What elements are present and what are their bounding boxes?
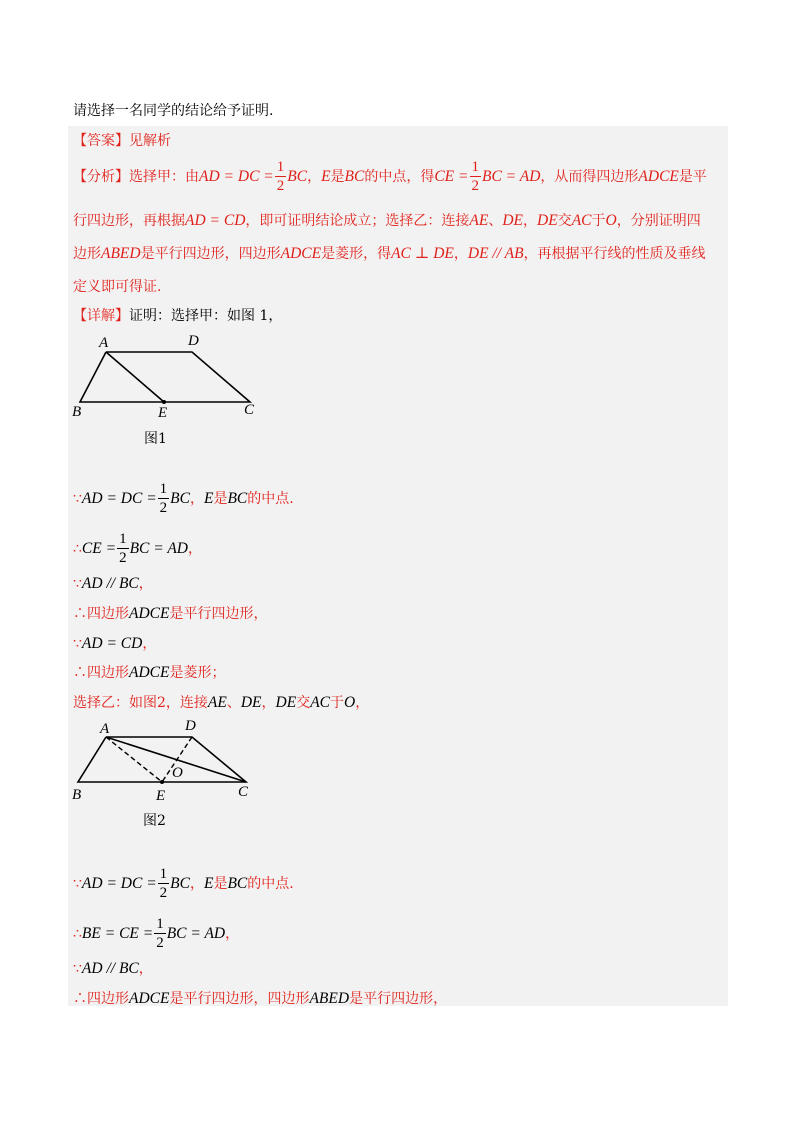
segment-ae bbox=[106, 352, 164, 402]
math-expr: ABED bbox=[101, 245, 141, 262]
math-expr: E bbox=[203, 875, 214, 892]
because-symbol: ∵ bbox=[73, 491, 82, 507]
proof1-line-2 bbox=[73, 532, 202, 566]
fraction bbox=[117, 532, 129, 566]
proof-text: 是菱形； bbox=[169, 665, 226, 681]
analysis-line-2 bbox=[73, 210, 701, 230]
math-expr: AD // BC bbox=[81, 960, 139, 977]
figure-1-caption: 图1 bbox=[144, 431, 167, 447]
proof2-line-1 bbox=[73, 867, 294, 901]
analysis-text: 边形 bbox=[73, 246, 101, 262]
proof1-line-6 bbox=[73, 662, 225, 682]
segment-ae-dashed bbox=[106, 737, 162, 782]
fraction-numerator: 1 bbox=[159, 481, 168, 497]
analysis-line-3 bbox=[73, 243, 706, 263]
proof-text: ∴四边形 bbox=[73, 606, 129, 622]
math-expr: DE // AB bbox=[467, 245, 524, 262]
fraction-denominator: 2 bbox=[471, 178, 479, 194]
math-expr: CE = bbox=[81, 540, 117, 557]
label-e: E bbox=[158, 405, 168, 420]
math-expr: AD = DC = bbox=[199, 168, 274, 185]
math-expr: BC bbox=[170, 875, 190, 892]
math-expr: BC = AD bbox=[129, 540, 188, 557]
parallelogram-abcd bbox=[80, 352, 250, 402]
analysis-text: 是平行四边形，四边形 bbox=[140, 246, 281, 262]
math-expr: ADCE bbox=[129, 664, 170, 681]
math-expr: AD = DC = bbox=[81, 875, 157, 892]
proof-text: 是平行四边形， bbox=[169, 606, 268, 622]
fraction-denominator: 2 bbox=[156, 935, 164, 951]
label-e: E bbox=[156, 788, 166, 804]
proof-text: 是 bbox=[213, 491, 228, 507]
analysis-text: 于 bbox=[591, 213, 606, 229]
detail-line bbox=[73, 305, 282, 325]
proof-text: 交 bbox=[296, 695, 311, 711]
fraction-denominator: 2 bbox=[159, 500, 168, 516]
proof-text: 的中点. bbox=[247, 491, 294, 507]
math-expr: AD = CD bbox=[81, 635, 143, 652]
proof-text: ∴四边形 bbox=[73, 991, 129, 1007]
fraction bbox=[470, 160, 482, 194]
answer-tag: 【答案】 bbox=[73, 133, 129, 149]
label-c: C bbox=[238, 784, 249, 800]
proof1-line-3 bbox=[73, 573, 153, 593]
math-expr: ADCE bbox=[638, 168, 679, 185]
label-d: D bbox=[188, 333, 199, 349]
proof1-line-5 bbox=[73, 633, 156, 653]
label-a: A bbox=[99, 335, 109, 351]
figure-2 bbox=[68, 715, 268, 829]
proof-text: ， bbox=[138, 576, 153, 592]
math-expr: DE bbox=[240, 694, 262, 711]
proof-text: ， bbox=[187, 541, 202, 557]
figure-2-caption: 图2 bbox=[143, 813, 166, 829]
math-expr: CE = bbox=[434, 168, 469, 185]
math-expr: ADCE bbox=[129, 605, 170, 622]
math-expr: BC bbox=[170, 490, 190, 507]
analysis-text: 交 bbox=[557, 213, 572, 229]
proof2-line-2 bbox=[73, 917, 239, 951]
analysis-text: 的中点，得 bbox=[364, 169, 435, 185]
math-expr: ABED bbox=[309, 990, 350, 1007]
analysis-text: ，再根据平行线的性质及垂线 bbox=[523, 246, 706, 262]
fraction bbox=[158, 867, 170, 901]
proof-text: ， bbox=[189, 876, 204, 892]
choice2-line bbox=[73, 692, 369, 712]
analysis-text: 是菱形，得 bbox=[321, 246, 392, 262]
math-expr: AE bbox=[207, 694, 227, 711]
math-expr: O bbox=[605, 212, 617, 229]
fraction bbox=[158, 482, 170, 516]
proof1-line-4 bbox=[73, 603, 267, 623]
fraction bbox=[275, 160, 287, 194]
math-expr: AE bbox=[469, 212, 489, 229]
math-expr: DE bbox=[275, 694, 297, 711]
label-a: A bbox=[100, 721, 110, 737]
proof-text: 的中点. bbox=[247, 876, 294, 892]
point-e bbox=[162, 400, 166, 404]
math-expr: E bbox=[203, 490, 214, 507]
detail-tag: 【详解】 bbox=[73, 308, 129, 324]
math-expr: O bbox=[344, 694, 356, 711]
math-expr: AC ⊥ DE bbox=[391, 245, 454, 262]
proof2-line-3 bbox=[73, 958, 153, 978]
analysis-text: 是平 bbox=[678, 169, 707, 185]
analysis-tag: 【分析】 bbox=[73, 169, 129, 185]
analysis-text: ， bbox=[523, 213, 538, 229]
label-d: D bbox=[185, 718, 196, 734]
analysis-text: 是 bbox=[330, 169, 345, 185]
analysis-text: 定义即可得证. bbox=[73, 279, 162, 295]
proof-text: 是 bbox=[213, 876, 228, 892]
proof-text: 选择乙：如图2，连接 bbox=[73, 695, 208, 711]
point-e bbox=[160, 780, 164, 784]
fraction-numerator: 1 bbox=[471, 159, 479, 175]
because-symbol: ∵ bbox=[73, 576, 82, 592]
answer-text: 见解析 bbox=[129, 133, 171, 149]
math-expr: ADCE bbox=[280, 245, 322, 262]
answer-line bbox=[73, 130, 171, 150]
math-expr: AD = DC = bbox=[81, 490, 157, 507]
math-expr: BC bbox=[287, 168, 308, 185]
math-expr: BC bbox=[227, 490, 248, 507]
math-expr: BC bbox=[344, 168, 365, 185]
analysis-text: ，从而得四边形 bbox=[540, 169, 639, 185]
math-expr: BE = CE = bbox=[81, 925, 154, 942]
analysis-text: 、 bbox=[488, 213, 503, 229]
analysis-text: ， bbox=[307, 169, 322, 185]
fraction-denominator: 2 bbox=[119, 550, 127, 566]
proof-text: 、 bbox=[226, 695, 241, 711]
proof-text: 是平行四边形， bbox=[349, 991, 448, 1007]
figure-2-diagram bbox=[68, 715, 268, 810]
because-symbol: ∵ bbox=[73, 876, 82, 892]
analysis-text: ，分别证明四 bbox=[616, 213, 701, 229]
therefore-symbol: ∴ bbox=[73, 926, 82, 942]
proof-text: ， bbox=[189, 491, 204, 507]
because-symbol: ∵ bbox=[73, 636, 82, 652]
detail-text: 证明：选择甲：如图 1， bbox=[129, 308, 283, 324]
analysis-text: ，即可证明结论成立；选择乙：连接 bbox=[245, 213, 470, 229]
math-expr: E bbox=[321, 168, 331, 185]
question-prompt: 请选择一名同学的结论给予证明. bbox=[73, 103, 274, 119]
math-expr: BC = AD bbox=[166, 925, 226, 942]
fraction-denominator: 2 bbox=[159, 885, 168, 901]
proof-text: 是平行四边形，四边形 bbox=[169, 991, 310, 1007]
proof-text: ， bbox=[142, 636, 157, 652]
proof-text: ， bbox=[261, 695, 276, 711]
proof-text: ∴四边形 bbox=[73, 665, 129, 681]
proof2-line-4 bbox=[73, 988, 447, 1008]
figure-1-diagram bbox=[68, 330, 268, 420]
therefore-symbol: ∴ bbox=[73, 541, 82, 557]
fraction-numerator: 1 bbox=[119, 531, 127, 547]
proof-text: 于 bbox=[330, 695, 345, 711]
math-expr: BC bbox=[227, 875, 248, 892]
label-o: O bbox=[172, 765, 183, 781]
label-b: B bbox=[72, 404, 82, 420]
fraction-numerator: 1 bbox=[276, 159, 285, 175]
trapezoid-abcd bbox=[78, 737, 246, 782]
because-symbol: ∵ bbox=[73, 961, 82, 977]
label-c: C bbox=[244, 402, 255, 418]
fraction-numerator: 1 bbox=[159, 866, 168, 882]
math-expr: AC bbox=[571, 212, 592, 229]
analysis-text: ， bbox=[453, 246, 468, 262]
figure-1 bbox=[68, 330, 268, 447]
label-b: B bbox=[72, 787, 82, 803]
fraction bbox=[154, 917, 166, 951]
fraction-denominator: 2 bbox=[276, 178, 285, 194]
math-expr: BC = AD bbox=[482, 168, 541, 185]
math-expr: AD // BC bbox=[81, 575, 139, 592]
math-expr: AD = CD bbox=[185, 212, 246, 229]
analysis-text: 选择甲：由 bbox=[129, 169, 199, 185]
analysis-line-1 bbox=[73, 160, 707, 194]
math-expr: DE bbox=[537, 212, 558, 229]
analysis-line-4 bbox=[73, 276, 161, 296]
proof-text: ， bbox=[138, 961, 153, 977]
fraction-numerator: 1 bbox=[156, 916, 164, 932]
math-expr: DE bbox=[502, 212, 524, 229]
proof-text: ， bbox=[225, 926, 240, 942]
proof-text: ， bbox=[355, 695, 370, 711]
proof1-line-1 bbox=[73, 482, 294, 516]
analysis-text: 行四边形，再根据 bbox=[73, 213, 185, 229]
math-expr: AC bbox=[310, 694, 331, 711]
math-expr: ADCE bbox=[129, 990, 170, 1007]
